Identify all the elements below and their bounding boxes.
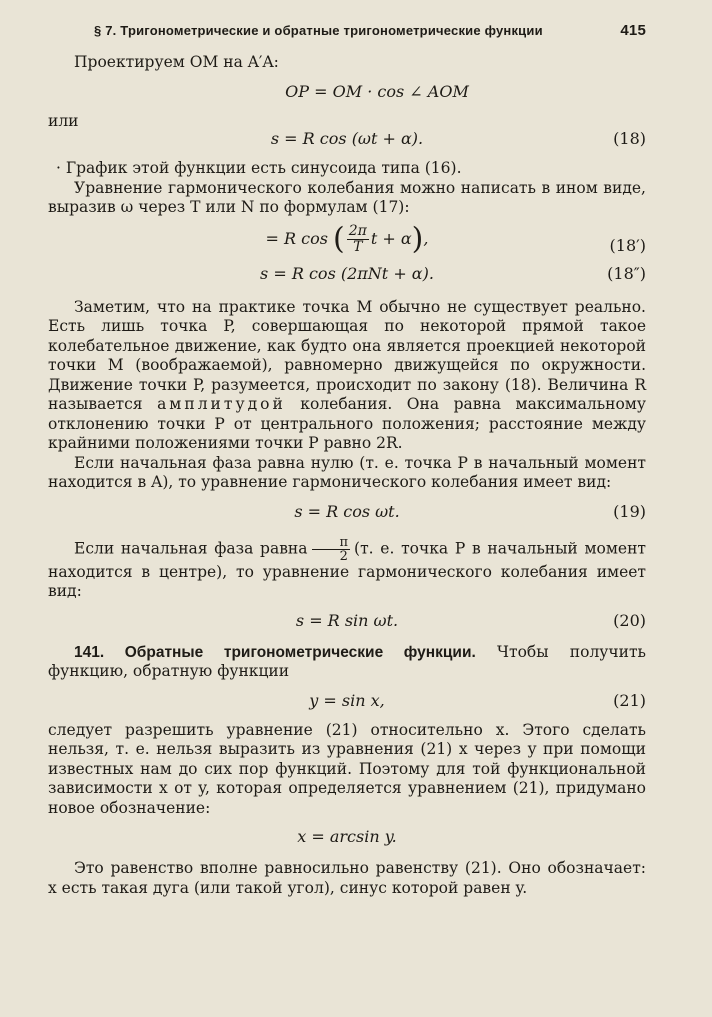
page-number: 415 [620, 22, 646, 39]
formula-arcsin [48, 827, 646, 847]
paragraph-zero-phase: Если начальная фаза равна нулю (т. е. точка P в начальный момент находится в A), то уравнение гармонического колебания имеет вид: [48, 453, 646, 491]
formula-18-prime: = R cos ( $\frac{2\pi}{T}$ t + α), (18′) [265, 221, 646, 256]
paragraph-inverse: следует разрешить уравнение (21) относительно x. Этого сделать нельзя, т. е. нельзя выразить из уравнения (21) x через y при помощи известных нам до сих пор функций. Поэтому для той функциональной зависимости x от y, которая определяется уравнением (21), придумано новое обозначение: [48, 720, 646, 817]
fraction-pi-2 [312, 536, 351, 563]
header-title: § 7. Тригонометрические и обратные тригонометрические функции [94, 23, 543, 38]
formula-19 [48, 502, 646, 522]
formula-arcsin-text: x = arcsin y. [297, 827, 397, 846]
fraction-denominator: T [353, 238, 363, 255]
paragraph-equivalence: Это равенство вполне равносильно равенству (21). Оно обозначает: x есть такая дуга (или такой угол), синус которой равен y. [48, 859, 646, 897]
half-pi-part-2: (т. е. точка P в начальный момент находится в центре), то уравнение гармонического колебания имеет вид: [48, 539, 646, 600]
formula-19-tag: (19) [613, 501, 646, 521]
formula-18-tag: (18) [613, 129, 646, 148]
formula-18p-left: = R cos [265, 228, 328, 248]
formula-op [48, 82, 646, 102]
formula-20-tag: (20) [613, 610, 646, 630]
formula-18pp-text: s = R cos (2πNt + α). [260, 263, 434, 283]
fraction-pi: π [312, 536, 351, 550]
paren-open: ( [333, 221, 345, 256]
formula-20-text: s = R sin ωt. [295, 610, 399, 630]
formula-18p-tag: (18′) [609, 235, 646, 255]
fraction-2: 2 [339, 548, 348, 564]
formula-21-text: y = sin x, [309, 690, 385, 710]
paragraph-remark [48, 298, 646, 454]
paren-close: ) [411, 221, 424, 256]
formula-18-text: s = R cos (ωt + α). [270, 129, 424, 148]
formula-19-text: s = R cos ωt. [294, 501, 400, 521]
formula-18-double-prime [48, 264, 646, 284]
paragraph-section-141 [48, 643, 646, 682]
formula-18pp-tag: (18″) [607, 263, 646, 283]
paragraph-harmonic: Уравнение гармонического колебания можно написать в ином виде, выразив ω через T или N по формулам (17): [48, 178, 646, 216]
fraction-numerator: 2π [348, 222, 367, 239]
formula-18 [48, 129, 646, 149]
fraction-2pi-T [347, 224, 369, 255]
formula-21 [48, 691, 646, 711]
running-header [48, 22, 646, 39]
formula-20 [48, 611, 646, 631]
formula-op-text: OP = OM · cos ∠ AOM [285, 81, 469, 101]
paragraph-projection: Проектируем OM на A′A: [74, 53, 279, 71]
formula-21-tag: (21) [613, 690, 646, 710]
paragraph-graph: · График этой функции есть синусоида типа (16). [56, 159, 462, 177]
section-heading: 141. Обратные тригонометрические функции. [74, 643, 476, 661]
word-or: или [48, 111, 79, 130]
formula-18p-inner: t + α [370, 228, 412, 248]
section-intro: Чтобы получить функцию, обратную функции [48, 642, 646, 680]
paragraph-half-pi-phase [48, 536, 646, 602]
term-amplitude: амплитудой [157, 395, 286, 413]
remark-part-2: колебания. Она равна максимальному отклонению точки P от центрального положения; расстояние между крайними положениями точки P равно 2R. [48, 395, 646, 452]
remark-part-1: Заметим, что на практике точка M обычно не существует реально. Есть лишь точка P, совершающая по некоторой прямой такое колебательное движение, как будто она является проекцией некоторой точки M (воображаемой), равномерно движущейся по окружности. Движение точки P, разумеется, происходит по закону (18). Величина R называется [48, 297, 646, 413]
half-pi-part-1: Если начальная фаза равна [74, 539, 308, 557]
